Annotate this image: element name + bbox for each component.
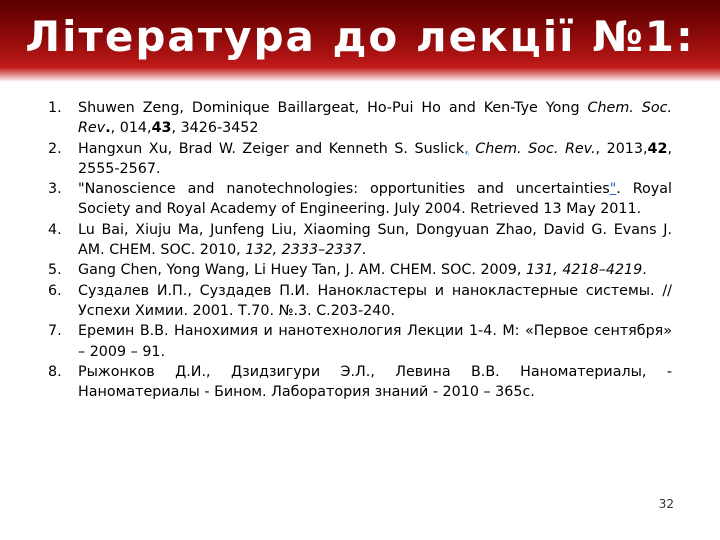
reference-authors: Shuwen Zeng, Dominique Baillargeat, Ho-Pui Ho and Ken-Tye Yong [78,100,588,116]
reference-link[interactable]: " [609,181,617,198]
reference-journal-dot: . [105,120,111,137]
reference-text: Еремин В.В. Нанохимия и нанотехнология Лекции 1-4. М: «Первое сентября» – 2009 – 91. [78,323,672,360]
page-number: 32 [658,497,674,511]
reference-pages: , 2555-2567. [78,140,672,177]
reference-volume-pages: 132, 2333–2337 [245,242,362,259]
reference-pages: , 3426-3452 [171,120,259,137]
reference-number: 6. [48,282,62,299]
reference-number: 8. [48,363,62,380]
reference-year: , 014, [110,120,152,137]
reference-number: 7. [48,323,62,340]
reference-volume-pages: 131, 4218–4219 [525,262,643,279]
reference-item-2 [48,139,672,180]
reference-item-1 [48,98,672,139]
reference-journal: Chem. Soc. Rev. [468,140,596,157]
reference-item-8 [48,362,672,403]
reference-journal: Chem. Soc. Rev [78,100,672,137]
reference-text: Gang Chen, Yong Wang, Li Huey Tan, J. AM. CHEM. SOC. 2009, [78,262,526,279]
reference-item-3 [48,179,672,220]
reference-link[interactable]: , [464,140,469,157]
reference-text: Суздалев И.П., Суздадев П.И. Нанокластеры и нанокластерные системы. // Успехи Химии. 2001. Т.70. №.3. С.203-240. [78,282,672,319]
reference-year: , 2013, [595,140,648,157]
reference-end: . [361,242,367,259]
reference-number: 3. [48,181,62,198]
slide-title: Література до лекції №1: [25,12,695,61]
reference-volume: 42 [647,140,668,157]
reference-number: 2. [48,140,62,157]
reference-volume: 43 [151,120,172,137]
reference-text: Рыжонков Д.И., Дзидзигури Э.Л., Левина В.В. Наноматериалы, - Наноматериалы - Бином. Лаборатория знаний - 2010 – 365с. [78,363,672,401]
reference-source: . Royal Society and Royal Academy of Engineering. July 2004. Retrieved 13 May 2011. [78,181,672,218]
reference-item-4 [48,220,672,261]
reference-item-5 [48,260,672,280]
title-bar [0,0,720,82]
reference-end: . [642,262,647,279]
reference-number: 4. [48,221,62,238]
reference-number: 5. [48,262,62,279]
reference-list [48,98,672,402]
reference-item-6 [48,281,672,322]
reference-authors: Hangxun Xu, Brad W. Zeiger and Kenneth S. Suslick [78,140,465,157]
reference-text: Lu Bai, Xiuju Ma, Junfeng Liu, Xiaoming Sun, Dongyuan Zhao, David G. Evans J. AM. CHEM. SOC. 2010, [78,221,672,259]
reference-item-7 [48,321,672,362]
reference-number: 1. [48,100,62,116]
reference-title: "Nanoscience and nanotechnologies: opportunities and uncertainties [78,181,610,198]
